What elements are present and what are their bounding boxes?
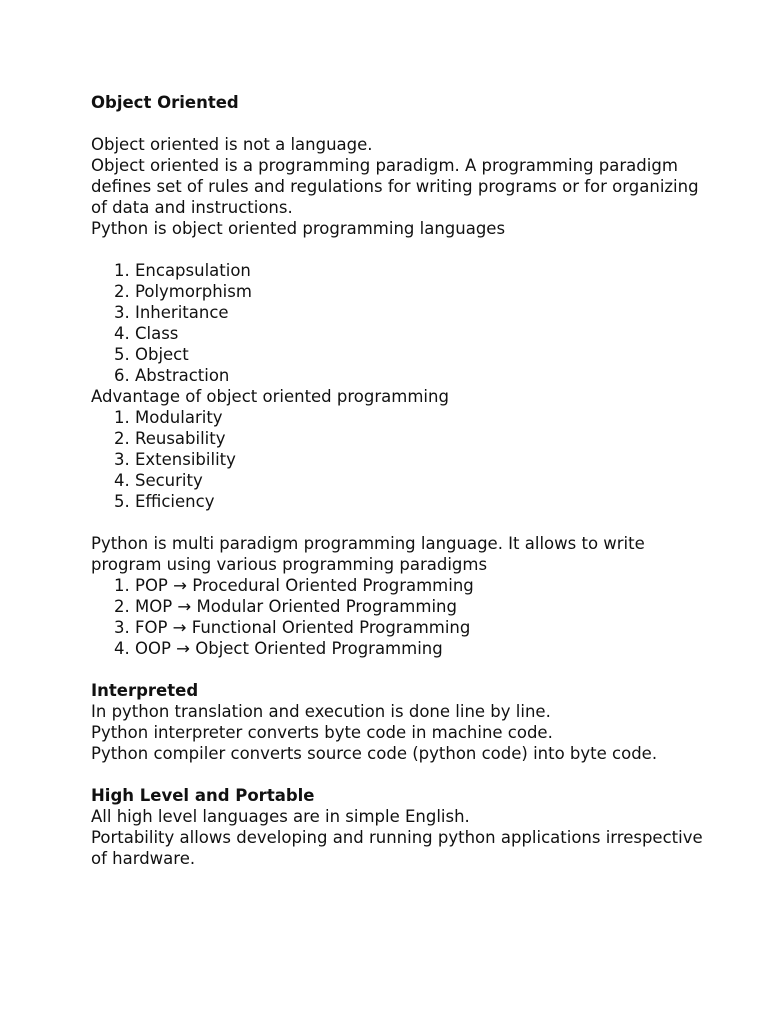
- paragraph-high-level-2: Portability allows developing and running python applications irrespective of hardware.: [91, 828, 703, 868]
- section-title-interpreted: Interpreted: [91, 681, 199, 700]
- list-item: 4. Class: [114, 324, 179, 343]
- spacer: [91, 512, 711, 533]
- advantages-list: [91, 407, 711, 512]
- list-item: 3. Extensibility: [114, 450, 236, 469]
- list-item: 2. Reusability: [114, 429, 226, 448]
- list-item: 5. Efficiency: [114, 492, 215, 511]
- section-title-high-level: High Level and Portable: [91, 786, 315, 805]
- spacer: [91, 659, 711, 680]
- list-item: 2. Polymorphism: [114, 282, 252, 301]
- list-item: 6. Abstraction: [114, 366, 230, 385]
- section-title-object-oriented: Object Oriented: [91, 93, 239, 112]
- list-item: 3. Inheritance: [114, 303, 229, 322]
- paradigms-list: [91, 575, 711, 659]
- spacer: [91, 113, 711, 134]
- paragraph-oo-paradigm: Object oriented is a programming paradigm. A programming paradigm defines set of rules and regulations for writing programs or for organizing of data and instructions.: [91, 156, 699, 217]
- list-item: 3. FOP → Functional Oriented Programming: [114, 618, 471, 637]
- list-item: 1. Modularity: [114, 408, 223, 427]
- oop-pillars-list: [91, 260, 711, 386]
- spacer: [91, 764, 711, 785]
- paragraph-interpreted-2: Python interpreter converts byte code in machine code.: [91, 723, 553, 742]
- list-item: 1. Encapsulation: [114, 261, 251, 280]
- paragraph-multi-paradigm: Python is multi paradigm programming language. It allows to write program using various programming paradigms: [91, 534, 645, 574]
- document-page: [91, 92, 711, 869]
- paragraph-high-level-1: All high level languages are in simple English.: [91, 807, 470, 826]
- paragraph-interpreted-1: In python translation and execution is done line by line.: [91, 702, 551, 721]
- list-item: 2. MOP → Modular Oriented Programming: [114, 597, 457, 616]
- list-item: 4. OOP → Object Oriented Programming: [114, 639, 443, 658]
- list-item: 5. Object: [114, 345, 189, 364]
- paragraph-oo-not-language: Object oriented is not a language.: [91, 135, 373, 154]
- list-item: 1. POP → Procedural Oriented Programming: [114, 576, 474, 595]
- paragraph-interpreted-3: Python compiler converts source code (python code) into byte code.: [91, 744, 658, 763]
- list-item: 4. Security: [114, 471, 203, 490]
- advantages-title: Advantage of object oriented programming: [91, 387, 449, 406]
- paragraph-python-oo: Python is object oriented programming languages: [91, 219, 506, 238]
- spacer: [91, 239, 711, 260]
